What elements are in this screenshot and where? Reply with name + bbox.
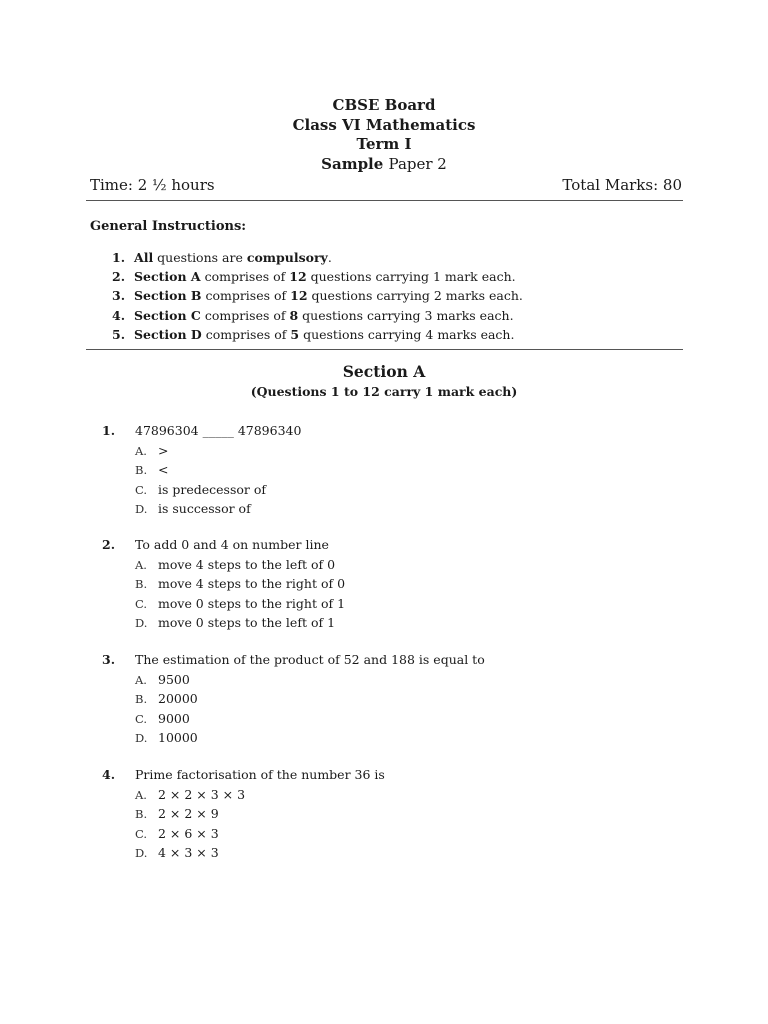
option-text: 2 × 2 × 3 × 3 — [158, 786, 246, 802]
option-letter: B. — [135, 463, 148, 477]
option-letter: B. — [135, 692, 148, 706]
paper-title-bold: Sample — [321, 154, 384, 173]
option-letter: B. — [135, 577, 148, 591]
option-b — [135, 460, 301, 480]
paper-title-rest: Paper 2 — [388, 154, 447, 173]
question-2 — [102, 535, 345, 633]
option-text: 4 × 3 × 3 — [158, 845, 219, 860]
option-letter: A. — [135, 787, 147, 802]
option-b — [135, 804, 385, 824]
instruction-bold: 12 — [289, 269, 307, 285]
question-stem — [102, 765, 385, 785]
option-c — [135, 824, 385, 844]
question-stem — [102, 650, 485, 670]
option-list — [102, 785, 385, 863]
option-letter: D. — [135, 731, 148, 745]
option-d — [135, 843, 385, 863]
instruction-text: comprises of — [200, 269, 290, 285]
question-stem — [102, 535, 345, 555]
question-3 — [102, 650, 485, 748]
option-text: < — [158, 462, 169, 477]
option-c — [135, 480, 301, 500]
question-text: The estimation of the product of 52 and 188 is equal to — [135, 652, 485, 667]
paper-title — [0, 155, 768, 175]
instruction-text: comprises of — [201, 326, 291, 342]
option-letter: C. — [135, 711, 148, 726]
total-marks: Total Marks: 80 — [562, 176, 682, 194]
option-c — [135, 709, 485, 729]
option-letter: D. — [135, 502, 148, 516]
option-text: move 0 steps to the left of 1 — [158, 615, 336, 630]
question-number: 3. — [102, 652, 116, 667]
option-text: 2 × 6 × 3 — [158, 825, 219, 841]
question-text: Prime factorisation of the number 36 is — [135, 767, 385, 782]
divider-top — [86, 200, 683, 201]
option-text: 2 × 2 × 9 — [158, 806, 219, 821]
question-1 — [102, 421, 301, 519]
instruction-item — [112, 267, 523, 286]
instruction-text: comprises of — [201, 288, 291, 304]
option-text: 20000 — [158, 691, 198, 706]
option-text: is predecessor of — [158, 481, 267, 497]
option-letter: D. — [135, 616, 148, 630]
section-subtitle: (Questions 1 to 12 carry 1 mark each) — [250, 384, 518, 399]
instruction-bold: Section B — [134, 288, 202, 304]
instruction-item — [112, 286, 523, 305]
instruction-text: questions carrying 2 marks each. — [307, 288, 523, 304]
option-list — [102, 670, 485, 748]
instruction-bold: Section C — [134, 307, 201, 323]
instruction-item — [112, 325, 523, 344]
option-d — [135, 613, 345, 633]
class-subject-title: Class VI Mathematics — [292, 115, 476, 134]
general-instructions-list — [112, 248, 523, 344]
paper-header — [0, 96, 768, 174]
option-text: 9500 — [158, 671, 190, 687]
option-d — [135, 499, 301, 519]
option-letter: A. — [135, 672, 147, 687]
option-c — [135, 594, 345, 614]
instruction-number: 3. — [112, 288, 126, 304]
instruction-number: 2. — [112, 269, 126, 285]
instruction-number: 1. — [112, 250, 126, 265]
option-a — [135, 441, 301, 461]
option-text: 9000 — [158, 710, 190, 726]
option-d — [135, 728, 485, 748]
meta-row — [90, 176, 682, 194]
instruction-text: questions carrying 4 marks each. — [299, 326, 515, 342]
question-stem — [102, 421, 301, 441]
option-b — [135, 689, 485, 709]
divider-bottom — [86, 349, 683, 350]
time-allowed: Time: 2 ½ hours — [90, 176, 215, 194]
option-list — [102, 441, 301, 519]
question-number: 2. — [102, 537, 116, 552]
option-a — [135, 670, 485, 690]
question-number: 4. — [102, 767, 116, 782]
option-letter: B. — [135, 807, 148, 821]
instruction-item — [112, 248, 523, 267]
option-letter: A. — [135, 557, 147, 572]
instruction-text: questions are — [153, 250, 247, 265]
instruction-bold: Section A — [134, 269, 201, 285]
instruction-item — [112, 306, 523, 325]
instruction-text: questions carrying 1 mark each. — [306, 269, 516, 285]
instruction-bold: 5 — [290, 326, 300, 342]
option-letter: A. — [135, 443, 147, 458]
option-a — [135, 555, 345, 575]
option-text: 10000 — [158, 730, 198, 745]
option-list — [102, 555, 345, 633]
instruction-bold: 8 — [289, 307, 299, 323]
instruction-bold: 12 — [290, 288, 308, 304]
instruction-number: 4. — [112, 307, 126, 323]
option-text: move 4 steps to the left of 0 — [158, 556, 336, 572]
instruction-text: . — [327, 250, 332, 265]
option-text: move 4 steps to the right of 0 — [158, 576, 346, 591]
question-text: To add 0 and 4 on number line — [135, 537, 329, 552]
option-letter: C. — [135, 596, 148, 611]
option-text: > — [158, 442, 169, 458]
instruction-text: questions carrying 3 marks each. — [298, 307, 514, 323]
option-letter: C. — [135, 826, 148, 841]
term-title: Term I — [356, 135, 412, 153]
question-4 — [102, 765, 385, 863]
option-text: move 0 steps to the right of 1 — [158, 595, 346, 611]
option-b — [135, 574, 345, 594]
option-letter: D. — [135, 846, 148, 860]
general-instructions-title: General Instructions: — [90, 219, 247, 234]
instruction-number: 5. — [112, 326, 126, 342]
question-number: 1. — [102, 423, 116, 438]
instruction-bold: compulsory — [246, 250, 328, 265]
option-a — [135, 785, 385, 805]
instruction-bold: All — [134, 250, 154, 265]
instruction-bold: Section D — [134, 326, 202, 342]
board-title: CBSE Board — [332, 96, 436, 114]
option-text: is successor of — [158, 501, 251, 516]
instruction-text: comprises of — [200, 307, 290, 323]
section-title: Section A — [342, 362, 426, 381]
question-text: 47896304 _____ 47896340 — [135, 423, 302, 438]
option-letter: C. — [135, 482, 148, 497]
